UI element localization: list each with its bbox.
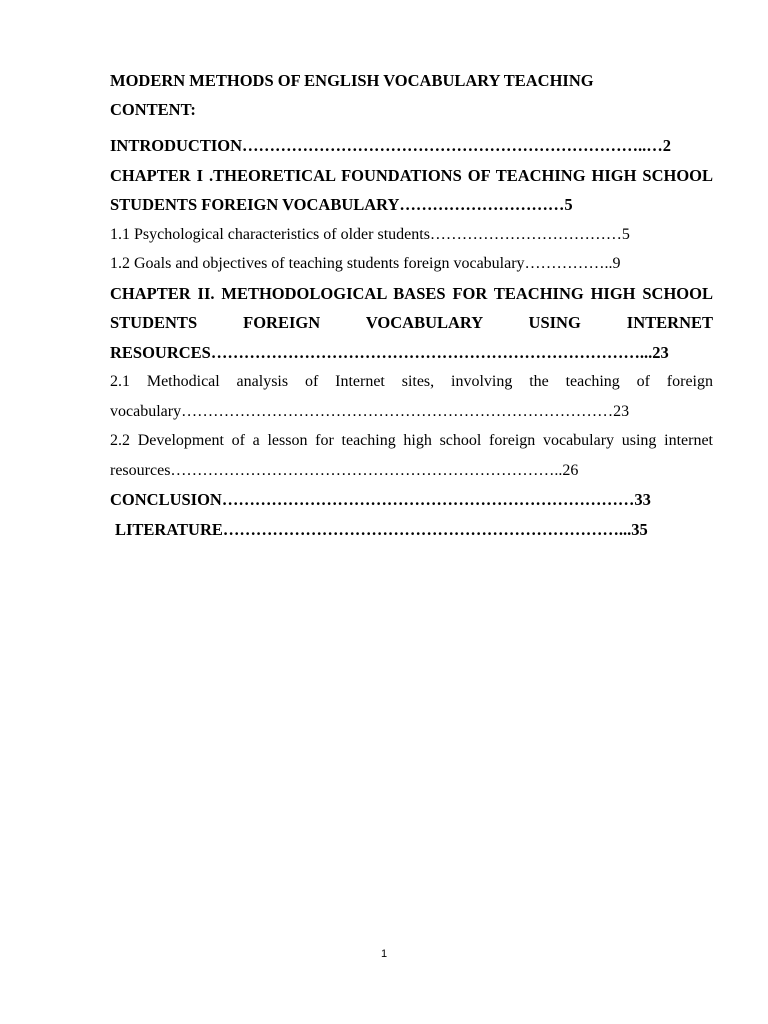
toc-entry-chapter-1: CHAPTER I .THEORETICAL FOUNDATIONS OF TEACHING HIGH SCHOOL STUDENTS FOREIGN VOCABULARY…………………………5 (110, 165, 713, 214)
toc-entry-literature: LITERATURE………………………………………………………………...35 (115, 519, 648, 539)
toc-entry-1-2: 1.2 Goals and objectives of teaching students foreign vocabulary……………..9 (110, 255, 621, 272)
toc-entry-chapter-2: CHAPTER II. METHODOLOGICAL BASES FOR TEACHING HIGH SCHOOL STUDENTS FOREIGN VOCABULARY USING INTERNET RESOURCES……………………………………………………………………...23 (110, 283, 713, 362)
page-number: 1 (380, 948, 388, 960)
document-title: MODERN METHODS OF ENGLISH VOCABULARY TEACHING (110, 71, 594, 90)
document-content (110, 66, 713, 544)
toc-entry-conclusion: CONCLUSION…………………………………………………………………33 (110, 490, 651, 509)
toc-heading: CONTENT: (110, 100, 196, 119)
toc-entry-2-2: 2.2 Development of a lesson for teaching high school foreign vocabulary using internet resources………………………………………………………………..26 (110, 432, 713, 479)
toc-entry-introduction: INTRODUCTION………………………………………………………………..…2 (110, 136, 672, 155)
toc-entry-2-1: 2.1 Methodical analysis of Internet sites, involving the teaching of foreign vocabulary………………………………………………………………………23 (110, 373, 713, 420)
toc-entry-1-1: 1.1 Psychological characteristics of older students………………………………5 (110, 225, 630, 243)
